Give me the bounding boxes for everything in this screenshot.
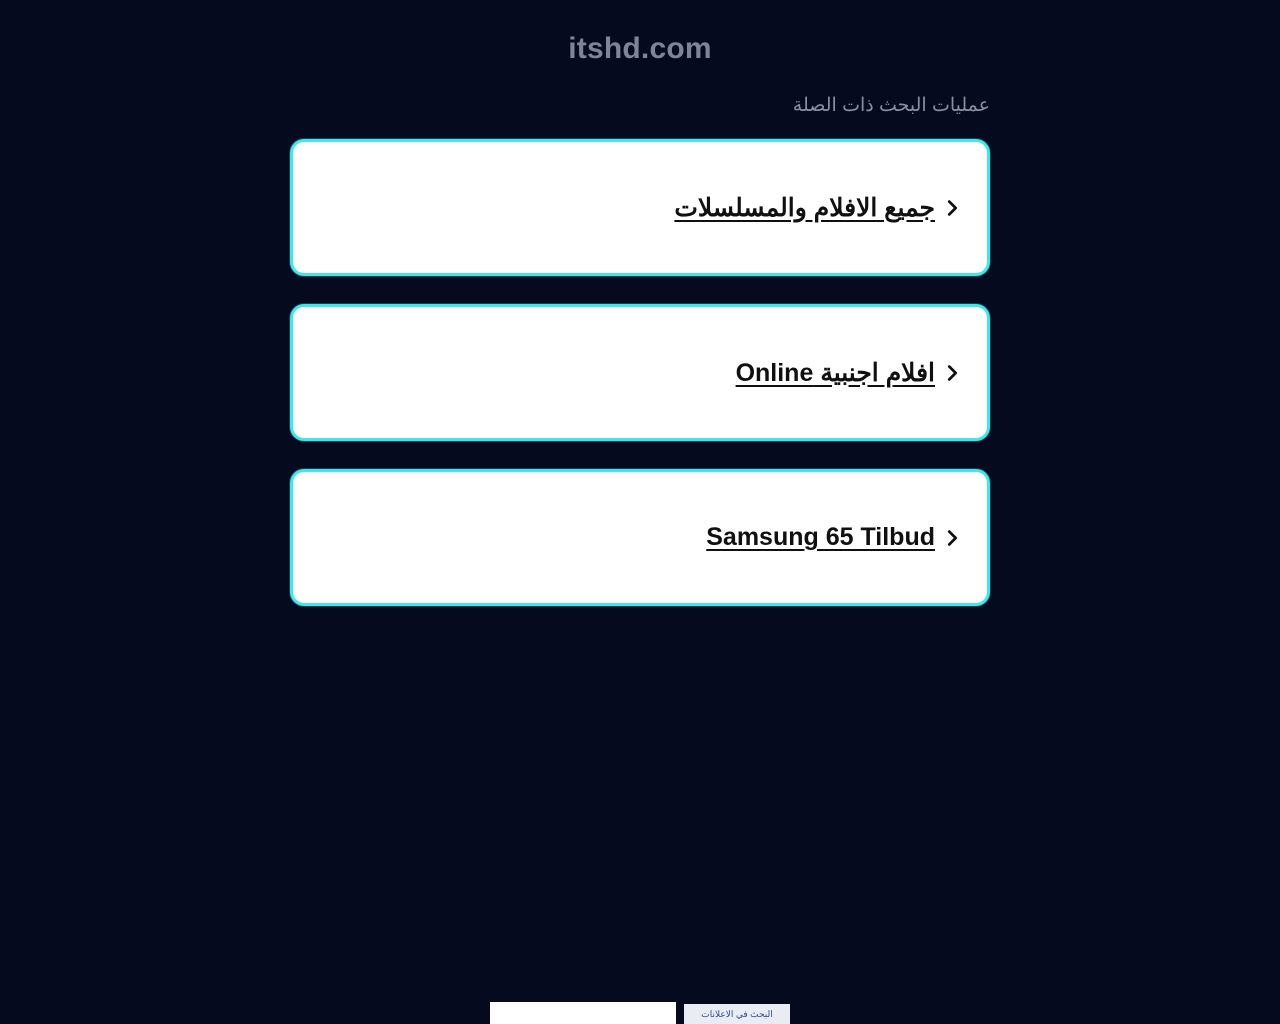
list-item[interactable] bbox=[290, 304, 990, 441]
list-item[interactable] bbox=[290, 139, 990, 276]
list-item-label: افلام اجنبية Online bbox=[735, 358, 935, 387]
chevron-left-icon bbox=[939, 195, 965, 221]
list-item-label: جميع الافلام والمسلسلات bbox=[674, 193, 935, 222]
related-searches-heading: عمليات البحث ذات الصلة bbox=[792, 95, 990, 116]
ad-search-label[interactable]: البحث في الاعلانات bbox=[684, 1004, 790, 1024]
footer-ad-bar bbox=[0, 996, 1280, 1024]
chevron-left-icon bbox=[939, 360, 965, 386]
page-title: itshd.com bbox=[568, 32, 712, 65]
chevron-left-icon bbox=[939, 525, 965, 551]
list-item-label: Samsung 65 Tilbud bbox=[706, 523, 935, 551]
list-item[interactable] bbox=[290, 469, 990, 606]
related-searches-list bbox=[290, 139, 990, 606]
ad-placeholder bbox=[490, 1002, 676, 1024]
